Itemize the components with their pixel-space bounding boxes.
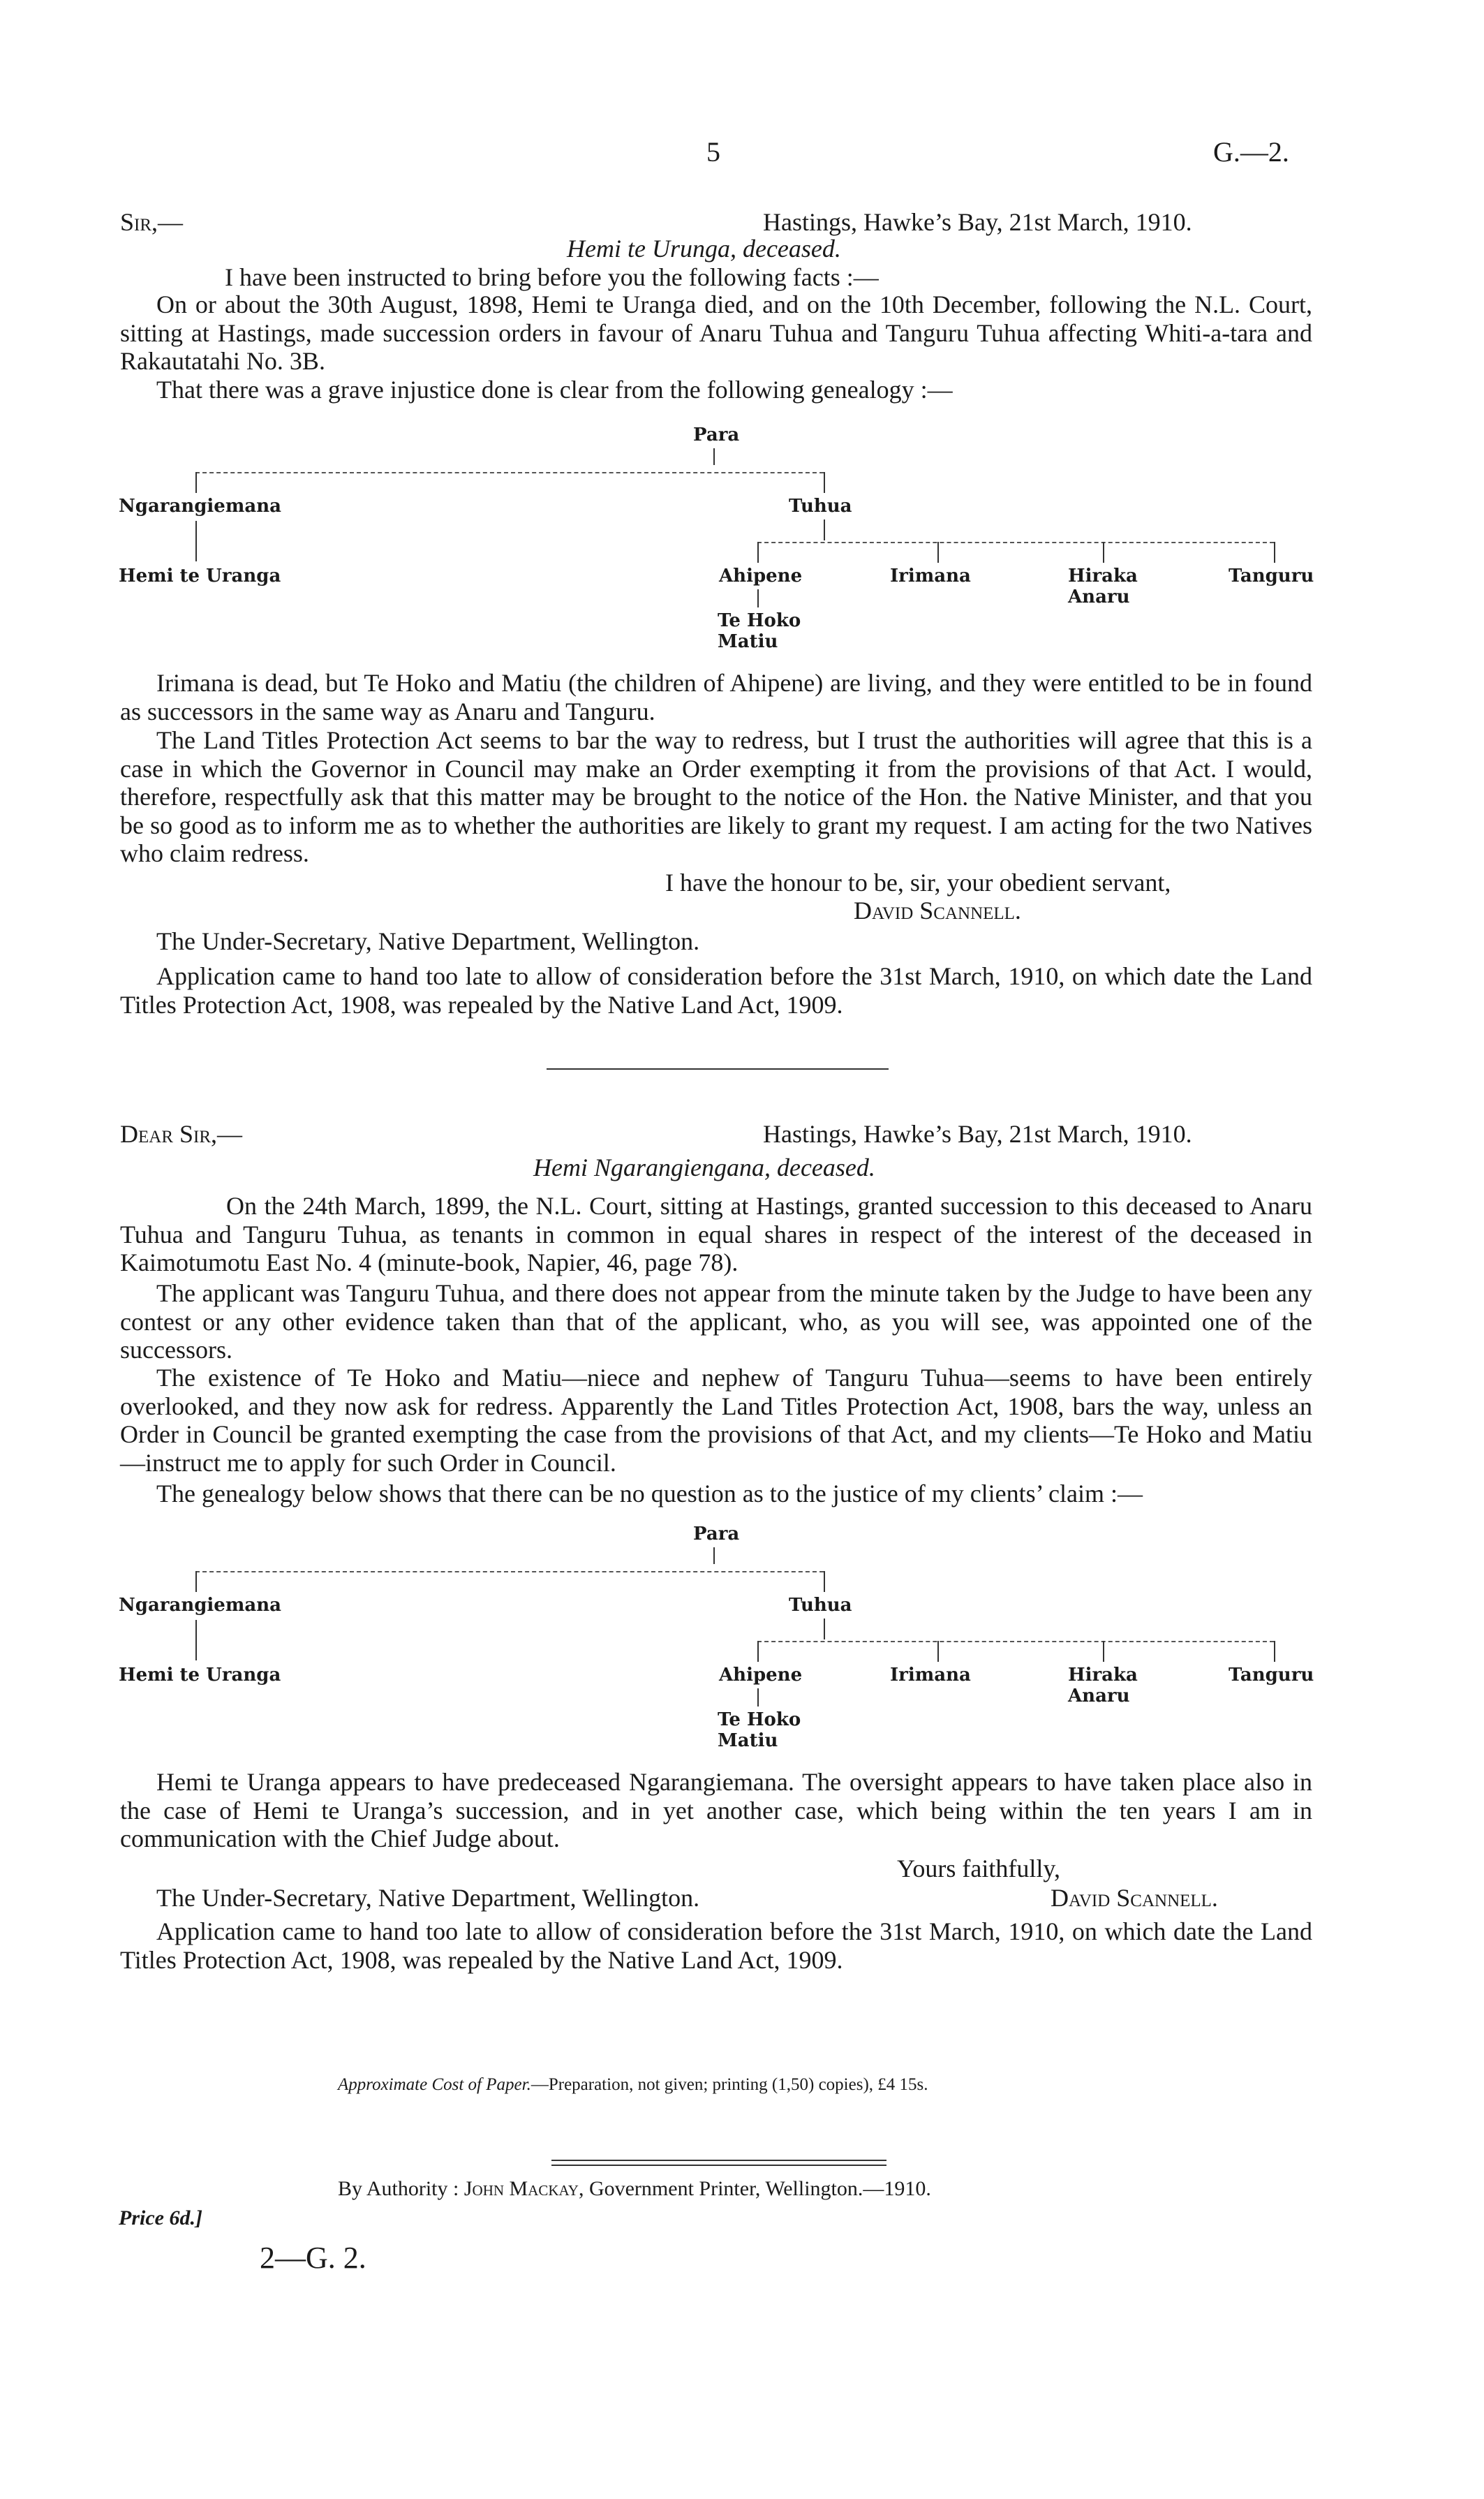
gen2-ngarangiemana: Ngarangiemana <box>119 1595 281 1616</box>
signature-mark: 2—G. 2. <box>260 2241 366 2275</box>
letter1-intro: I have been instructed to bring before you the following facts :— <box>225 263 879 291</box>
footer-rule-1 <box>551 2160 886 2161</box>
section-divider <box>547 1068 889 1070</box>
letter1-closing: I have the honour to be, sir, your obedient servant, <box>665 869 1171 897</box>
letter1-subject: Hemi te Urunga, deceased. <box>567 235 841 263</box>
letter1-note: Application came to hand too late to allow of consideration before the 31st March, 1910, on which date the Land Titles Protection Act, 1908, was repealed by the Native Land Act, 1909. <box>120 962 1312 1019</box>
gen1-tanguru: Tanguru <box>1229 566 1314 587</box>
gen2-ahipene: Ahipene <box>719 1665 803 1686</box>
letter2-paragraph-2: The applicant was Tanguru Tuhua, and there does not appear from the minute taken by the Judge to have been any contest or any other evidence taken than that of the applicant, who, as you will see, was appointed one of the successors. <box>120 1279 1312 1364</box>
letter1-paragraph-2: On or about the 30th August, 1898, Hemi te Uranga died, and on the 10th December, following the N.L. Court, sitting at Hastings, made succession orders in favour of Anaru Tuhua and Tanguru Tuhua affecting Whiti-a-tara and Rakautatahi No. 3B. <box>120 290 1312 375</box>
letter2-paragraph-3: The existence of Te Hoko and Matiu—niece and nephew of Tanguru Tuhua—seems to have been entirely overlooked, and they now ask for redress. Apparently the Land Titles Protection Act, 1908, bars the way, unless an Order in Council be granted exempting the case from the provisions of that Act, and my clients—Te Hoko and Matiu—instruct me to apply for such Order in Council. <box>120 1364 1312 1477</box>
gen1-matiu: Matiu <box>718 631 778 652</box>
letter2-addressee: The Under-Secretary, Native Department, Wellington. <box>156 1884 700 1912</box>
gen2-irimana: Irimana <box>890 1665 971 1686</box>
cost-label: Approximate Cost of Paper. <box>338 2075 531 2094</box>
price: Price 6d.] <box>119 2206 202 2229</box>
cost-of-paper <box>338 2075 928 2095</box>
letter2-subject: Hemi Ngarangiengana, deceased. <box>533 1153 875 1181</box>
cost-text: —Preparation, not given; printing (1,50) copies), £4 15s. <box>530 2075 928 2094</box>
letter1-paragraph-3: That there was a grave injustice done is clear from the following genealogy :— <box>156 376 953 404</box>
gen1-para: Para <box>693 425 740 445</box>
gen1-tehoko: Te Hoko <box>718 610 801 631</box>
letter2-paragraph-4: The genealogy below shows that there can be no question as to the justice of my clients’ claim :— <box>156 1480 1143 1507</box>
letter2-place-date: Hastings, Hawke’s Bay, 21st March, 1910. <box>763 1120 1192 1148</box>
gen1-ngarangiemana: Ngarangiemana <box>119 496 281 517</box>
gen1-irimana: Irimana <box>890 566 971 587</box>
printer-name: John Mackay <box>463 2177 579 2200</box>
letter1-paragraph-4: Irimana is dead, but Te Hoko and Matiu (the children of Ahipene) are living, and they were entitled to be in found as successors in the same way as Anaru and Tanguru. <box>120 669 1312 725</box>
gen2-hemi: Hemi te Uranga <box>119 1665 281 1686</box>
gen2-para: Para <box>693 1524 740 1545</box>
letter1-signature: David Scannell. <box>854 897 1021 924</box>
gen1-hiraka: Hiraka <box>1068 566 1138 587</box>
doc-reference: G.—2. <box>1213 136 1289 168</box>
footer-rule-2 <box>551 2165 886 2166</box>
letter1-addressee: The Under-Secretary, Native Department, Wellington. <box>156 927 700 955</box>
gen1-hemi: Hemi te Uranga <box>119 566 281 587</box>
letter2-paragraph-5: Hemi te Uranga appears to have predeceased Ngarangiemana. The oversight appears to have taken place also in the case of Hemi te Uranga’s succession, and in yet another case, which being within the ten years I am in communication with the Chief Judge about. <box>120 1768 1312 1852</box>
gen2-tanguru: Tanguru <box>1229 1665 1314 1686</box>
gen2-tuhua: Tuhua <box>789 1595 852 1616</box>
letter1-paragraph-5: The Land Titles Protection Act seems to bar the way to redress, but I trust the authorities will agree that this is a case in which the Governor in Council may make an Order exempting it from the provisions of that Act. I would, therefore, respectfully ask that this matter may be brought to the notice of the Hon. the Native Minister, and that you be so good as to inform me as to whether the authorities are likely to grant my request. I am acting for the two Natives who claim redress. <box>120 726 1312 867</box>
letter2-signature: David Scannell. <box>1051 1884 1218 1912</box>
authority-suffix: , Government Printer, Wellington.—1910. <box>578 2177 931 2200</box>
gen2-anaru: Anaru <box>1068 1686 1130 1706</box>
gen1-ahipene: Ahipene <box>719 566 803 587</box>
gen2-hiraka: Hiraka <box>1068 1665 1138 1686</box>
letter2-paragraph-1: On the 24th March, 1899, the N.L. Court, sitting at Hastings, granted succession to this deceased to Anaru Tuhua and Tanguru Tuhua, as tenants in common in equal shares in respect of the interest of the deceased in Kaimotumotu East No. 4 (minute-book, Napier, 46, page 78). <box>120 1192 1312 1276</box>
letter2-closing: Yours faithfully, <box>897 1855 1061 1882</box>
letter1-salutation: Sir,— <box>120 208 184 236</box>
authority-line <box>338 2177 931 2201</box>
letter2-salutation: Dear Sir,— <box>120 1120 243 1148</box>
authority-prefix: By Authority : <box>338 2177 464 2200</box>
gen1-tuhua: Tuhua <box>789 496 852 517</box>
gen1-anaru: Anaru <box>1068 587 1130 607</box>
letter2-note: Application came to hand too late to allow of consideration before the 31st March, 1910, on which date the Land Titles Protection Act, 1908, was repealed by the Native Land Act, 1909. <box>120 1917 1312 1974</box>
page-number: 5 <box>706 136 720 168</box>
gen2-tehoko: Te Hoko <box>718 1709 801 1730</box>
letter1-place-date: Hastings, Hawke’s Bay, 21st March, 1910. <box>763 208 1192 236</box>
gen2-matiu: Matiu <box>718 1730 778 1751</box>
